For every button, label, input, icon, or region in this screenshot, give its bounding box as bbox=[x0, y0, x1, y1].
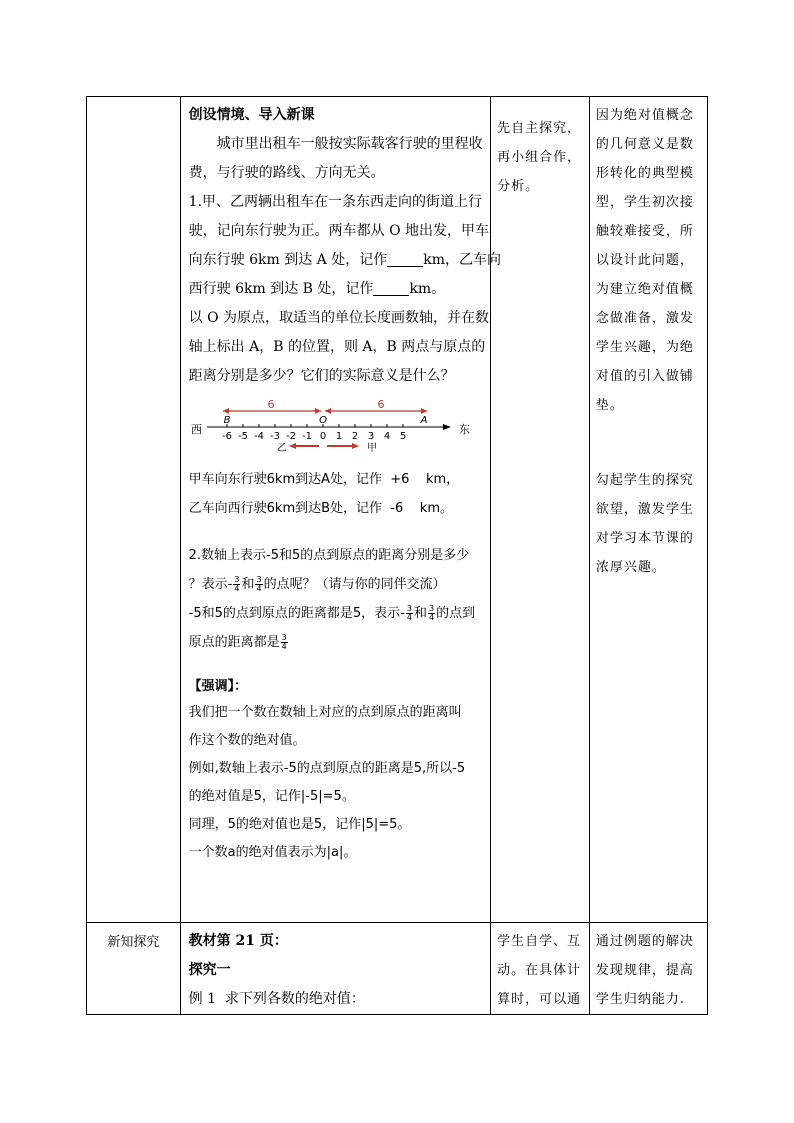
teaching-content-cell bbox=[180, 97, 501, 923]
number-line-figure bbox=[189, 397, 479, 459]
text-segment: km，乙车向 bbox=[423, 252, 501, 268]
axis-tick-label: 1 bbox=[335, 431, 342, 442]
point-b-label: B bbox=[223, 415, 231, 426]
axis-tick-label: -2 bbox=[285, 431, 296, 442]
student-activity-cell bbox=[491, 97, 590, 923]
answer-blank bbox=[387, 252, 423, 267]
paragraph-line: 以 O 为原点，取适当的单位长度画数轴，并在数 bbox=[188, 310, 490, 326]
teaching-content-cell bbox=[180, 923, 491, 1015]
question-line: 2.数轴上表示-5和5的点到原点的距离分别是多少 bbox=[188, 548, 470, 563]
text-segment: 的点到 bbox=[436, 606, 476, 621]
text-segment: 西行驶 6km 到达 B 处，记作 bbox=[188, 281, 374, 297]
paragraph-line: 城市里出租车一般按实际载客行驶的里程收 bbox=[216, 136, 483, 152]
fraction-numerator: 3 bbox=[281, 633, 287, 642]
paragraph-line: 轴上标出 A，B 的位置，则 A，B 两点与原点的 bbox=[188, 339, 486, 355]
section-heading: 创设情境、导入新课 bbox=[188, 107, 315, 123]
stage-label-cell bbox=[87, 97, 181, 923]
west-label: 西 bbox=[190, 423, 202, 436]
fraction bbox=[428, 605, 435, 622]
text-segment: 和 bbox=[241, 577, 255, 592]
stage-label-cell bbox=[87, 923, 181, 1015]
distance-label-left: 6 bbox=[267, 398, 275, 411]
fraction-denominator: 4 bbox=[428, 613, 435, 622]
text-segment: 向东行驶 6km 到达 A 处，记作 bbox=[188, 252, 388, 268]
student-activity-cell bbox=[491, 923, 590, 1015]
text-segment: 的点呢？（请与你的同伴交流） bbox=[263, 577, 446, 592]
answer-line: 甲车向东行驶6km到达A处，记作 +6 km， bbox=[188, 472, 460, 487]
table-row bbox=[87, 923, 708, 1015]
paragraph-line: 例 1 求下列各数的绝对值： bbox=[188, 991, 365, 1007]
fraction-numerator: 3 bbox=[406, 604, 412, 613]
answer-blank bbox=[373, 281, 409, 296]
answer-line bbox=[189, 628, 485, 657]
paragraph-line: 探究一 bbox=[188, 962, 231, 978]
example-line: 一个数a的绝对值表示为|a|。 bbox=[188, 845, 357, 860]
car-jia-label: 甲 bbox=[366, 443, 377, 454]
axis-tick-label: 3 bbox=[367, 431, 374, 442]
axis-tick-label: -1 bbox=[301, 431, 312, 442]
distance-label-right: 6 bbox=[377, 398, 385, 411]
table-row bbox=[87, 97, 708, 923]
axis-tick-label: -5 bbox=[237, 431, 248, 442]
paragraph-line: 驶，记向东行驶为正。两车都从 O 地出发，甲车 bbox=[188, 223, 490, 239]
paragraph-line: 费，与行驶的路线、方向无关。 bbox=[188, 165, 385, 181]
stage-label: 新知探究 bbox=[107, 935, 160, 950]
fraction-numerator: 3 bbox=[256, 575, 262, 584]
student-activity-text: 先自主探究，再小组合作，分析。 bbox=[497, 121, 582, 194]
design-intent-text: 因为绝对值概念的几何意义是数形转化的典型模型，学生初次接触较难接受，所以设计此问题，为建立绝对值概念做准备，激发学生兴趣，为绝对值的引入做铺垫。 bbox=[595, 108, 694, 413]
fraction-denominator: 4 bbox=[256, 584, 262, 593]
axis-tick-label: 4 bbox=[383, 431, 390, 442]
design-intent-cell bbox=[589, 923, 707, 1015]
paragraph-line: 距离分别是多少？它们的实际意义是什么？ bbox=[188, 368, 455, 384]
text-segment: -5和5的点到原点的距离都是5，表示- bbox=[188, 606, 405, 621]
paragraph-line bbox=[188, 246, 501, 275]
example-line: 的绝对值是5，记作|-5|=5。 bbox=[188, 789, 355, 804]
text-segment: ？表示- bbox=[188, 577, 233, 592]
design-intent-text: 通过例题的解决发现规律，提高学生归纳能力. bbox=[595, 934, 694, 1007]
paragraph-line: 教材第 21 页： bbox=[188, 933, 288, 949]
text-segment: 和 bbox=[413, 606, 427, 621]
student-activity-text: 学生自学、互动。在具体计算时，可以通 bbox=[497, 934, 582, 1007]
answer-line: 乙车向西行驶6km到达B处，记作 -6 km。 bbox=[188, 501, 453, 516]
fraction-denominator: 4 bbox=[234, 584, 240, 593]
example-line: 同理，5的绝对值也是5，记作|5|=5。 bbox=[188, 817, 411, 832]
fraction-denominator: 4 bbox=[281, 642, 287, 651]
east-label: 东 bbox=[458, 423, 470, 436]
emphasis-heading: 【强调】： bbox=[188, 679, 248, 694]
axis-tick-label: 2 bbox=[351, 431, 358, 442]
fraction-numerator: 3 bbox=[428, 604, 435, 613]
definition-line: 作这个数的绝对值。 bbox=[188, 733, 306, 748]
point-o-label: O bbox=[318, 415, 327, 426]
fraction bbox=[255, 576, 262, 593]
stage-label bbox=[87, 97, 180, 105]
design-intent-text: 勾起学生的探究欲望，激发学生对学习本节课的浓厚兴趣。 bbox=[595, 473, 694, 575]
question-line bbox=[189, 570, 485, 599]
axis-tick-label: -4 bbox=[253, 431, 264, 442]
axis-tick-label: 0 bbox=[319, 431, 326, 442]
fraction-denominator: 4 bbox=[406, 613, 412, 622]
axis-tick-label: 5 bbox=[399, 431, 406, 442]
text-segment: 原点的距离都是 bbox=[188, 635, 280, 650]
text-segment: km。 bbox=[409, 281, 446, 297]
definition-line: 我们把一个数在数轴上对应的点到原点的距离叫 bbox=[188, 705, 462, 720]
axis-tick-label: -3 bbox=[269, 431, 280, 442]
fraction bbox=[281, 634, 288, 651]
design-intent-cell bbox=[589, 97, 707, 923]
fraction-numerator: 3 bbox=[234, 575, 240, 584]
answer-line bbox=[189, 599, 485, 628]
fraction bbox=[233, 576, 240, 593]
paragraph-line bbox=[189, 275, 485, 304]
example-line: 例如,数轴上表示-5的点到原点的距离是5,所以-5 bbox=[188, 761, 466, 776]
axis-tick-label: -6 bbox=[221, 431, 232, 442]
car-yi-label: 乙 bbox=[276, 443, 287, 454]
fraction bbox=[406, 605, 413, 622]
paragraph-line: 1.甲、乙两辆出租车在一条东西走向的街道上行 bbox=[188, 194, 483, 210]
lesson-plan-table bbox=[86, 96, 708, 1015]
point-a-label: A bbox=[420, 415, 428, 426]
